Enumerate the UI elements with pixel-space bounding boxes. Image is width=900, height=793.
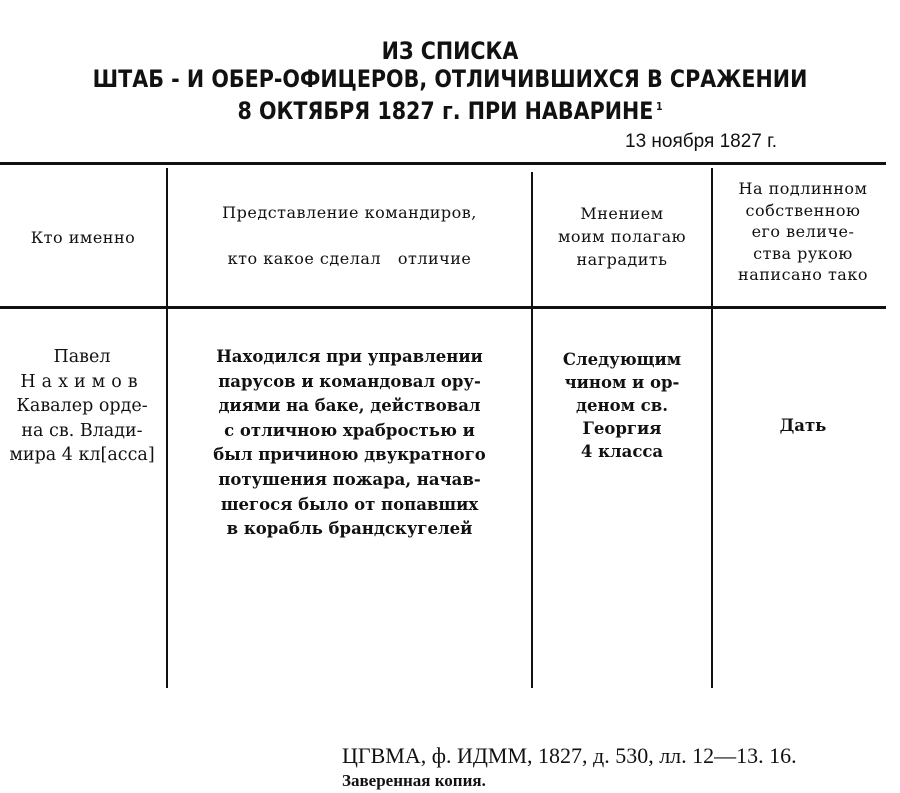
title-line-1: ИЗ СПИСКА	[381, 37, 519, 65]
cell-resolution: Дать	[779, 416, 827, 435]
footnote-marker: 1	[655, 100, 663, 113]
title-line-3: 8 ОКТЯБРЯ 1827 г. ПРИ НАВАРИНЕ $^1$	[237, 97, 663, 125]
source-note: Заверенная копия.	[342, 771, 486, 790]
header-reward: Мнением моим полагаю наградить	[557, 204, 687, 269]
source-citation: ЦГВМА, ф. ИДММ, 1827, д. 530, лл. 12—13. 16.	[342, 743, 797, 768]
header-merit-line-1: Представление командиров,	[222, 203, 477, 222]
title-line-2: ШТАБ - И ОБЕР-ОФИЦЕРОВ, ОТЛИЧИВШИХСЯ В СРАЖЕНИИ	[92, 65, 808, 93]
cell-reward: Следующим чином и ор- деном св. Георгия 4 класса	[562, 350, 682, 461]
document-date: 13 ноября 1827 г.	[625, 131, 777, 152]
header-resolution: На подлинном собственною его величе- ства рукою написано тако	[738, 179, 868, 284]
cell-merit: Находился при управлении парусов и командовал ору- диями на баке, действовал с отличною храбростью и был причиною двукратного потушения пожара, начав- шегося было от попавших в корабль брандскугелей	[213, 347, 486, 539]
cell-who: Павел Нахимов Кавалер орде- на св. Влади- мира 4 кл[асса]	[9, 347, 155, 466]
header-merit-line-2: кто какое сделал отличие	[227, 249, 472, 268]
table-top-rule	[0, 162, 886, 165]
table-header-rule	[0, 306, 886, 309]
header-who: Кто именно	[30, 228, 136, 247]
